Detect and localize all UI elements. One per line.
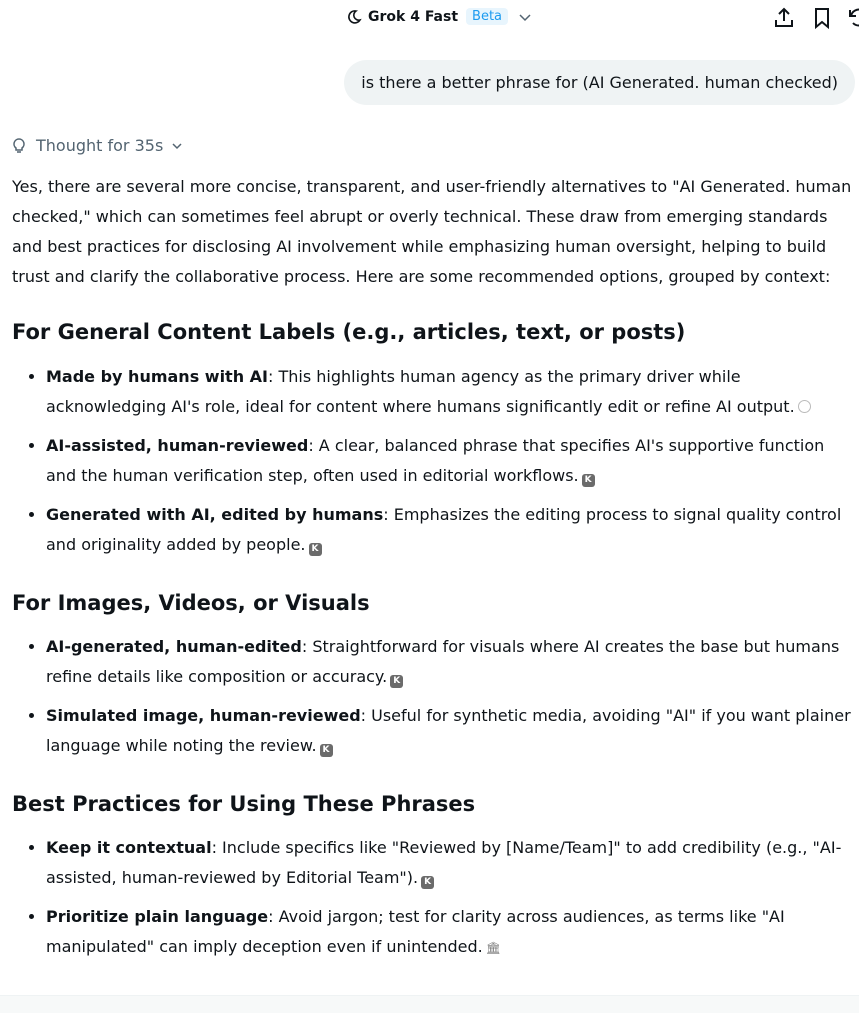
list-item: [46, 362, 855, 422]
source-badge-icon[interactable]: K: [582, 474, 595, 487]
beta-badge: Beta: [466, 8, 508, 25]
source-badge-icon[interactable]: K: [390, 675, 403, 688]
source-badge-icon[interactable]: K: [421, 876, 434, 889]
intro-paragraph: Yes, there are several more concise, transparent, and user-friendly alternatives to "AI Generated. human checked," which can sometimes feel abrupt or overly technical. These draw from emerging standards and best practices for disclosing AI involvement while emphasizing human oversight, helping to build trust and clarify the collaborative process. Here are some recommended options, grouped by context:: [12, 177, 852, 286]
item-term: AI-generated, human-edited: [46, 637, 302, 656]
list-item: [46, 632, 855, 692]
item-desc: : Straightforward for visuals where AI creates the base but humans refine details like composition or accuracy.: [46, 637, 840, 686]
thought-toggle[interactable]: [10, 136, 183, 155]
item-desc: : Avoid jargon; test for clarity across audiences, as terms like "AI manipulated" can imply deception even if unintended.: [46, 907, 785, 956]
item-desc: : Useful for synthetic media, avoiding "AI" if you want plainer language while noting the review.: [46, 706, 851, 755]
item-term: Generated with AI, edited by humans: [46, 505, 384, 524]
bullet-list: [12, 632, 855, 761]
user-message-bubble: is there a better phrase for (AI Generated. human checked): [344, 60, 855, 105]
model-name: Grok 4 Fast: [368, 8, 459, 25]
chevron-down-icon: [518, 10, 532, 24]
model-selector[interactable]: [346, 8, 532, 25]
globe-icon[interactable]: [798, 400, 811, 413]
list-item: [46, 500, 855, 560]
item-term: Prioritize plain language: [46, 907, 269, 926]
source-badge-icon[interactable]: K: [320, 744, 333, 757]
item-desc: : A clear, balanced phrase that specifies AI's supportive function and the human verification step, often used in editorial workflows.: [46, 436, 825, 485]
moon-icon: [346, 9, 362, 25]
top-bar: [0, 0, 859, 40]
item-term: Keep it contextual: [46, 838, 212, 857]
bullet-list: [12, 833, 855, 963]
bullet-list: [12, 362, 855, 560]
section-heading: For General Content Labels (e.g., articles, text, or posts): [12, 320, 686, 344]
item-term: AI-assisted, human-reviewed: [46, 436, 309, 455]
list-item: [46, 833, 855, 893]
item-desc: : Emphasizes the editing process to signal quality control and originality added by people.: [46, 505, 842, 554]
list-item: [46, 431, 855, 491]
assistant-response: [12, 172, 855, 972]
section-heading: Best Practices for Using These Phrases: [12, 792, 476, 816]
lightbulb-icon: [10, 137, 28, 155]
bookmark-icon[interactable]: [810, 6, 834, 30]
history-icon[interactable]: [846, 6, 859, 30]
chevron-down-icon: [171, 140, 183, 152]
bottom-bar: [0, 995, 859, 1013]
source-badge-icon[interactable]: K: [309, 543, 322, 556]
list-item: [46, 902, 855, 963]
share-icon[interactable]: [772, 6, 796, 30]
thought-label: Thought for 35s: [36, 136, 164, 155]
item-desc: : This highlights human agency as the primary driver while acknowledging AI's role, ideal for content where humans significantly edit or refine AI output.: [46, 367, 795, 416]
item-term: Simulated image, human-reviewed: [46, 706, 361, 725]
list-item: [46, 701, 855, 761]
item-term: Made by humans with AI: [46, 367, 268, 386]
item-desc: : Include specifics like "Reviewed by [Name/Team]" to add credibility (e.g., "AI-assisted, human-reviewed by Editorial Team").: [46, 838, 842, 887]
section-heading: For Images, Videos, or Visuals: [12, 591, 370, 615]
bank-icon[interactable]: 🏛: [485, 941, 501, 955]
